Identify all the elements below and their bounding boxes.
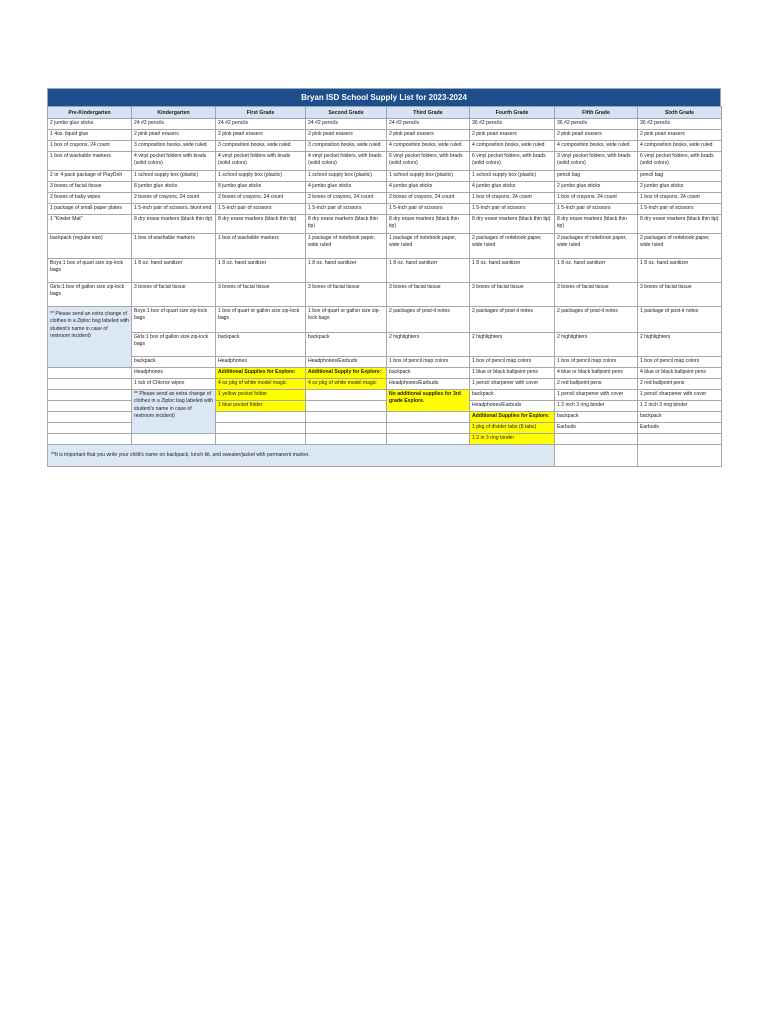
cell: 6 vinyl pocket folders, with brads (solid colors) [470, 152, 555, 171]
cell: pencil bag [638, 171, 722, 182]
cell: 3 composition books, wide ruled [306, 141, 387, 152]
cell: 4 jumbo glue sticks [306, 182, 387, 193]
cell: 4 vinyl pocket folders, with brads (solid colors) [306, 152, 387, 171]
cell: 24 #2 pencils [132, 119, 216, 130]
cell: 2 red ballpoint pens [638, 379, 722, 390]
cell: 2 highlighters [470, 333, 555, 357]
cell: 1 box of pencil map colors [470, 357, 555, 368]
cell [132, 434, 216, 445]
cell: 1 box of crayons, 24 count [638, 193, 722, 204]
cell: 1 5-inch pair of scissors [387, 204, 470, 215]
sheet-title: Bryan ISD School Supply List for 2023-2024 [47, 88, 721, 106]
col-g6-header: Sixth Grade [638, 107, 722, 119]
cell: 8 dry erase markers (black thin tip) [555, 215, 638, 234]
cell: 24 #2 pencils [216, 119, 306, 130]
cell: backpack [387, 368, 470, 379]
cell [48, 434, 132, 445]
table-row [48, 119, 722, 130]
cell: backpack [638, 412, 722, 423]
cell: 8 dry erase markers (black thin tip) [132, 215, 216, 234]
cell: 2 highlighters [555, 333, 638, 357]
cell: 1 package of notebook paper, wide ruled [306, 234, 387, 259]
cell: 8 jumbo glue sticks [216, 182, 306, 193]
cell: 3 boxes of facial tissue [638, 283, 722, 307]
col-g4-header: Fourth Grade [470, 107, 555, 119]
cell: 1 5-inch pair of scissors [470, 204, 555, 215]
cell: 2 boxes of baby wipes [48, 193, 132, 204]
cell: 1 school supply box (plastic) [216, 171, 306, 182]
table-row [48, 152, 722, 171]
col-k-header: Kindergarten [132, 107, 216, 119]
cell: backpack [216, 333, 306, 357]
k-note-cell: ** Please send an extra change of clothes in a Ziploc bag labeled with student's name in case of restroom incident) [132, 390, 216, 434]
cell: Boys:1 box of quart size zip-lock bags [132, 307, 216, 333]
cell: 36 #2 pencils [638, 119, 722, 130]
cell: 1 5-inch pair of scissors [555, 204, 638, 215]
col-g3-header: Third Grade [387, 107, 470, 119]
cell: 1 school supply box (plastic) [470, 171, 555, 182]
cell: 1 box of crayons, 24 count [555, 193, 638, 204]
cell: 4 composition books, wide ruled [555, 141, 638, 152]
cell: Headphones [216, 357, 306, 368]
table-row [48, 141, 722, 152]
cell: 2 highlighters [387, 333, 470, 357]
cell: backpack [306, 333, 387, 357]
cell: 1 box of washable markers [48, 152, 132, 171]
explore-item-cell: 1 pkg of divider tabs (8 tabs) [470, 423, 555, 434]
explore-item-cell: 4 oz pkg of white model magic [216, 379, 306, 390]
cell: 1 package of notebook paper, wide ruled [387, 234, 470, 259]
cell: 2 packages of post-it notes [387, 307, 470, 333]
explore-note-cell: No additional supplies for 3rd grade Explore. [387, 390, 470, 412]
col-g1-header: First Grade [216, 107, 306, 119]
table-row [48, 259, 722, 283]
cell: 1 tub of Chlorox wipes [132, 379, 216, 390]
table-row [48, 215, 722, 234]
cell [306, 434, 387, 445]
cell: 24 #2 pencils [387, 119, 470, 130]
cell: 1 package of post-it notes [638, 307, 722, 333]
cell: 2 boxes of crayons, 24 count [132, 193, 216, 204]
explore-label-cell: Additional Supplies for Explore: [470, 412, 555, 423]
cell: 1 box of crayons, 24 count [48, 141, 132, 152]
cell: 2 packages of notebook paper, wide ruled [555, 234, 638, 259]
cell [48, 412, 132, 423]
cell: 3 boxes of facial tissue [470, 283, 555, 307]
cell: Girls:1 box of gallon size zip-lock bags [132, 333, 216, 357]
cell: 3 composition books, wide ruled [216, 141, 306, 152]
cell: 1 pencil sharpener with cover [470, 379, 555, 390]
table-row [48, 307, 722, 333]
cell [216, 412, 306, 423]
cell: 1 8 oz. hand sanitizer [132, 259, 216, 283]
cell: 36 #2 pencils [555, 119, 638, 130]
cell: 24 #2 pencils [306, 119, 387, 130]
cell: 1 box of quart or gallon size zip-lock bags [306, 307, 387, 333]
table-row [48, 182, 722, 193]
explore-label-cell: Additional Supplies for Explore: [216, 368, 306, 379]
cell: 3 boxes of facial tissue [387, 283, 470, 307]
cell: Headphones/Earbuds [306, 357, 387, 368]
cell: 4 jumbo glue sticks [387, 182, 470, 193]
cell: Headphones/Earbuds [470, 401, 555, 412]
cell: Headphones [132, 368, 216, 379]
cell: 6 vinyl pocket folders, with brads (solid colors) [387, 152, 470, 171]
cell: 1 box of washable markers [216, 234, 306, 259]
cell: 2 jumbo glue sticks [48, 119, 132, 130]
cell: 2 packages of notebook paper, wide ruled [638, 234, 722, 259]
cell: 1 school supply box (plastic) [132, 171, 216, 182]
cell: 36 #2 pencils [470, 119, 555, 130]
cell: 2 jumbo glue sticks [555, 182, 638, 193]
cell [638, 445, 722, 467]
cell: 2 pink pearl erasers [638, 130, 722, 141]
cell: 4 vinyl pocket folders with brads (solid colors) [216, 152, 306, 171]
cell: 1 2 inch 3 ring binder [555, 401, 638, 412]
cell: 1 8 oz. hand sanitizer [470, 259, 555, 283]
cell: 2 packages of notebook paper, wide ruled [470, 234, 555, 259]
table-row [48, 379, 722, 390]
cell: 4 jumbo glue sticks [470, 182, 555, 193]
table-row [48, 333, 722, 357]
footnote: **It is important that you write your child's name on backpack, lunch kit, and sweater/jacket with permanent marker. [48, 445, 555, 467]
cell: 1 8 oz. hand sanitizer [306, 259, 387, 283]
cell: 3 composition books, wide ruled [132, 141, 216, 152]
table-row [48, 368, 722, 379]
explore-item-cell: 1 blue pocket folder [216, 401, 306, 412]
cell: 1 pencil sharpener with cover [638, 390, 722, 401]
cell: Girls:1 box of gallon size zip-lock bags [48, 283, 132, 307]
cell: 8 dry erase markers (black thin tip) [216, 215, 306, 234]
supply-list-sheet [47, 88, 721, 467]
col-g5-header: Fifth Grade [555, 107, 638, 119]
cell: Boys:1 box of quart size zip-lock bags [48, 259, 132, 283]
cell: 3 boxes of facial tissue [216, 283, 306, 307]
table-row [48, 193, 722, 204]
cell: 4 blue or black ballpoint pens [638, 368, 722, 379]
cell: 1 5-inch pair of scissors [306, 204, 387, 215]
cell: 1 5-inch pair of scissors [216, 204, 306, 215]
cell: 2 highlighters [638, 333, 722, 357]
cell: 1 8 oz. hand sanitizer [387, 259, 470, 283]
cell: 1 "Kinder Mat" [48, 215, 132, 234]
cell: 1 8 oz. hand sanitizer [555, 259, 638, 283]
cell [387, 412, 470, 423]
table-row [48, 357, 722, 368]
cell: Earbuds [638, 423, 722, 434]
cell: 3 boxes of facial tissue [48, 182, 132, 193]
cell: 1 2 inch 3 ring binder [638, 401, 722, 412]
cell [216, 423, 306, 434]
cell: 2 jumbo glue sticks [638, 182, 722, 193]
cell [48, 379, 132, 390]
table-row [48, 283, 722, 307]
cell: 1 5-inch pair of scissors, blunt end [132, 204, 216, 215]
cell: 2 or 4 pack package of PlayDoh [48, 171, 132, 182]
cell: 1 blue or black ballpoint pens [470, 368, 555, 379]
cell: backpack [132, 357, 216, 368]
cell [48, 390, 132, 401]
cell: Earbuds [555, 423, 638, 434]
table-row [48, 130, 722, 141]
cell: 4 composition books, wide ruled [387, 141, 470, 152]
cell [48, 401, 132, 412]
cell [48, 368, 132, 379]
cell: 2 boxes of crayons, 24 count [387, 193, 470, 204]
cell: 8 dry erase markers (black thin tip) [306, 215, 387, 234]
cell: 1 8 oz. hand sanitizer [638, 259, 722, 283]
cell: 2 pink pearl erasers [555, 130, 638, 141]
cell: 2 red ballpoint pens [555, 379, 638, 390]
cell: 4 vinyl pocket folders with brads (solid colors) [132, 152, 216, 171]
cell [306, 423, 387, 434]
cell [306, 401, 387, 412]
table-row [48, 234, 722, 259]
explore-item-cell: 4 oz pkg of white model magic [306, 379, 387, 390]
cell: Headphones/Earbuds [387, 379, 470, 390]
cell: 2 packages of post-it notes [470, 307, 555, 333]
table-row [48, 204, 722, 215]
cell: 3 vinyl pocket folders, with brads (solid colors) [555, 152, 638, 171]
cell: 1 box of crayons, 24 count [470, 193, 555, 204]
col-g2-header: Second Grade [306, 107, 387, 119]
cell: 3 boxes of facial tissue [306, 283, 387, 307]
cell: 3 boxes of facial tissue [132, 283, 216, 307]
cell: 1 package of small paper plates [48, 204, 132, 215]
cell: 4 composition books, wide ruled [470, 141, 555, 152]
cell: 4 composition books, wide ruled [638, 141, 722, 152]
cell: 1 school supply box (plastic) [306, 171, 387, 182]
cell [387, 434, 470, 445]
cell: 8 dry erase markers (black thin tip) [638, 215, 722, 234]
supply-table [47, 106, 722, 467]
cell: 6 vinyl pocket folders, with brads (solid colors) [638, 152, 722, 171]
cell: backpack [470, 390, 555, 401]
cell: 1 school supply box (plastic) [387, 171, 470, 182]
cell [387, 423, 470, 434]
table-row [48, 171, 722, 182]
cell: backpack (regular size) [48, 234, 132, 259]
cell: backpack [555, 412, 638, 423]
cell: 2 boxes of crayons, 24 count [306, 193, 387, 204]
table-row [48, 434, 722, 445]
cell: pencil bag [555, 171, 638, 182]
explore-item-cell: 1 yellow pocket folder [216, 390, 306, 401]
cell: 1 box of pencil map colors [387, 357, 470, 368]
footnote-row [48, 445, 722, 467]
prek-note-cell: ** Please send an extra change of clothes in a Ziploc bag labeled with student's name in case of restroom incident) [48, 307, 132, 368]
cell [555, 434, 638, 445]
cell: 1 8 oz. hand sanitizer [216, 259, 306, 283]
cell: 8 dry erase markers (black thin tip) [387, 215, 470, 234]
cell: 1 box of quart or gallon size zip-lock bags [216, 307, 306, 333]
cell: 1 box of pencil map colors [638, 357, 722, 368]
table-row [48, 390, 722, 401]
cell: 2 pink pearl erasers [216, 130, 306, 141]
cell: 4 blue or black ballpoint pens [555, 368, 638, 379]
cell [216, 434, 306, 445]
cell: 1 box of washable markers [132, 234, 216, 259]
col-prek-header: Pre-Kindergarten [48, 107, 132, 119]
cell: 1 box of pencil map colors [555, 357, 638, 368]
cell: 2 pink pearl erasers [470, 130, 555, 141]
cell: 2 pink pearl erasers [306, 130, 387, 141]
cell [306, 412, 387, 423]
cell: 2 packages of post-it notes [555, 307, 638, 333]
cell [306, 390, 387, 401]
header-row [48, 107, 722, 119]
cell [555, 445, 638, 467]
cell: 8 dry erase markers (black thin tip) [470, 215, 555, 234]
cell: 1 5-inch pair of scissors [638, 204, 722, 215]
cell: 2 boxes of crayons, 24 count [216, 193, 306, 204]
cell: 8 jumbo glue sticks [132, 182, 216, 193]
cell: 1 4oz. liquid glue [48, 130, 132, 141]
cell: 3 boxes of facial tissue [555, 283, 638, 307]
cell: 1 pencil sharpener with cover [555, 390, 638, 401]
explore-label-cell: Additional Supply for Explore: [306, 368, 387, 379]
cell: 2 pink pearl erasers [132, 130, 216, 141]
cell [638, 434, 722, 445]
explore-item-cell: 1 2 in 3 ring binder [470, 434, 555, 445]
cell: 2 pink pearl erasers [387, 130, 470, 141]
cell [48, 423, 132, 434]
